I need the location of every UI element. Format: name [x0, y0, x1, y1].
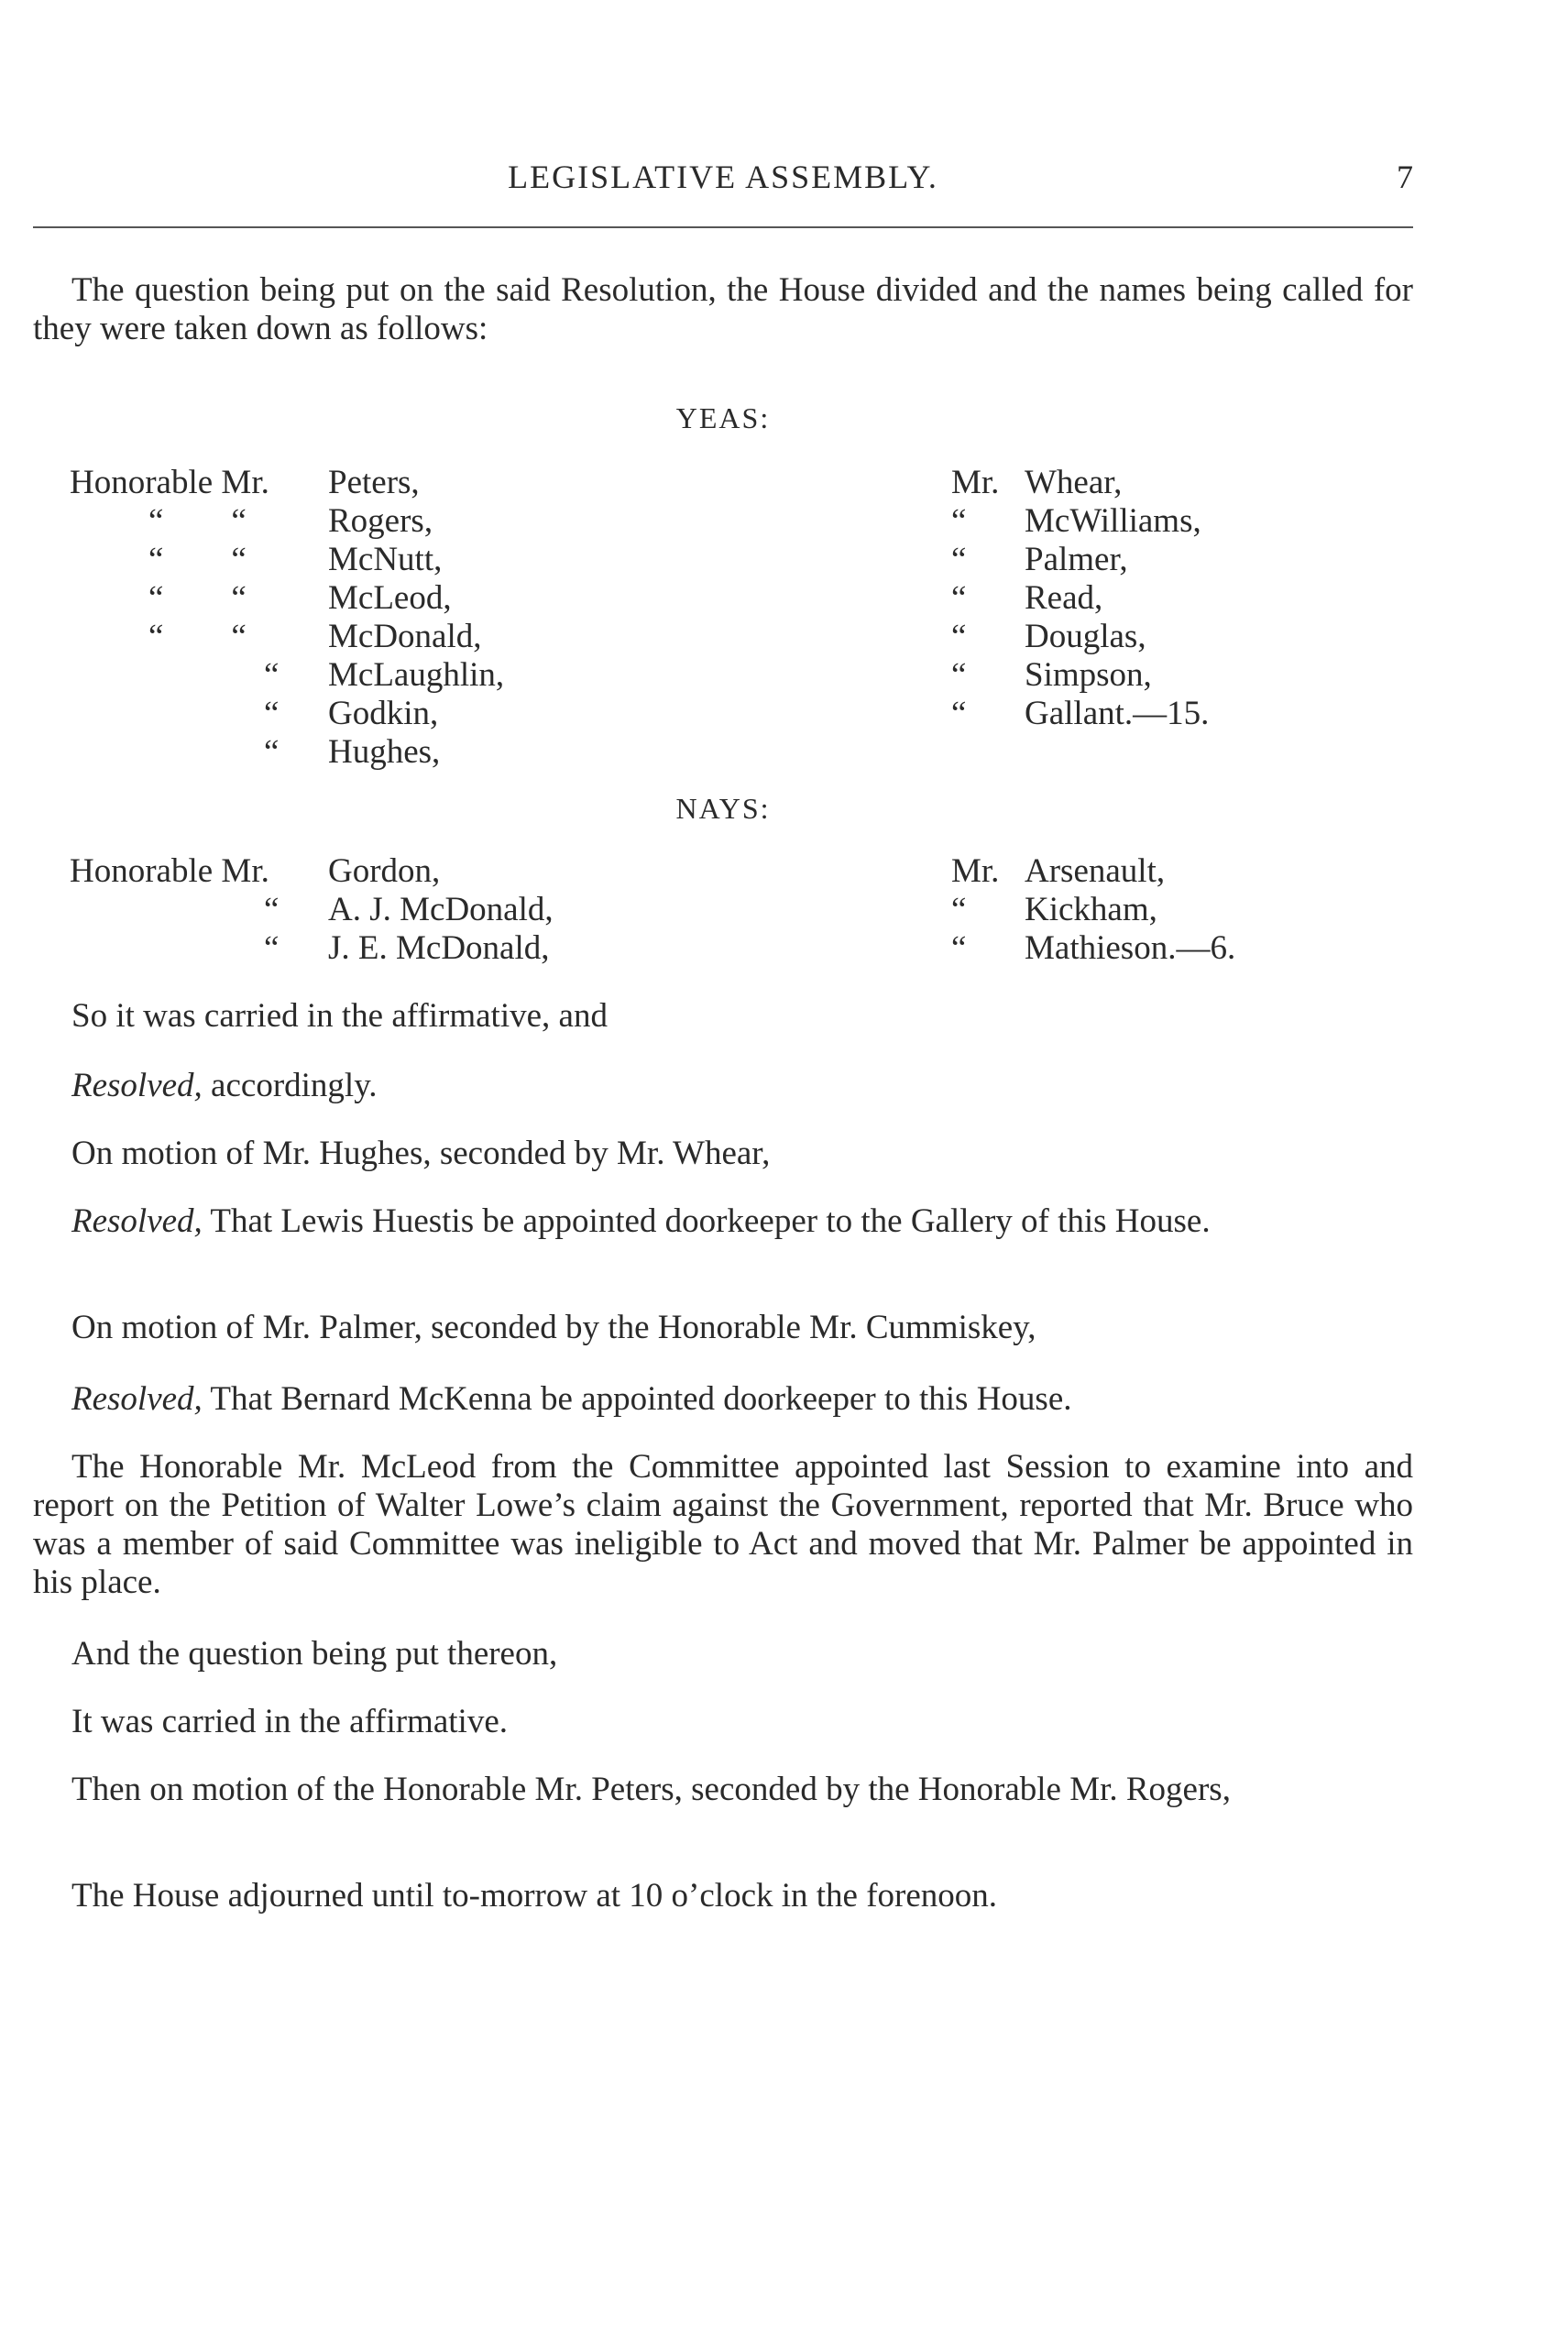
nays-heading: NAYS: — [675, 792, 771, 825]
member-name: J. E. McDonald, — [328, 929, 550, 967]
yeas-right-row — [951, 541, 1409, 579]
resolved-label: Resolved, — [71, 1380, 203, 1418]
yeas-left-row — [70, 733, 711, 772]
yeas-left-row — [70, 695, 711, 733]
member-prefix: “ — [951, 579, 967, 617]
resolved-text: That Bernard McKenna be appointed doorkeeper to this House. — [202, 1380, 1072, 1418]
member-prefix: “ — [264, 929, 280, 967]
resolved-label: Resolved, — [71, 1067, 203, 1104]
resolved-huestis — [33, 1202, 1413, 1241]
yeas-left-row — [70, 579, 711, 618]
member-name: Mathieson.—6. — [1025, 929, 1236, 967]
member-name: Hughes, — [328, 733, 441, 771]
member-prefix: Mr. — [951, 852, 1000, 890]
motion-hughes: On motion of Mr. Hughes, seconded by Mr. Whear, — [71, 1135, 771, 1172]
nays-left-row — [70, 891, 711, 929]
yeas-right-row — [951, 695, 1409, 733]
motion-peters-text: Then on motion of the Honorable Mr. Peters, seconded by the Honorable Mr. Rogers, — [71, 1771, 1231, 1808]
resolved-text: That Lewis Huestis be appointed doorkeeper to the Gallery of this House. — [202, 1202, 1211, 1240]
yeas-left-row — [70, 618, 711, 656]
yeas-right-row — [951, 579, 1409, 618]
member-name: A. J. McDonald, — [328, 891, 554, 928]
carried-paragraph: So it was carried in the affirmative, and — [71, 997, 608, 1035]
yeas-right-row — [951, 502, 1409, 541]
member-prefix: “ “ — [148, 579, 247, 617]
resolved-label: Resolved, — [71, 1202, 203, 1240]
resolved-accordingly — [71, 1067, 378, 1105]
yeas-left-row — [70, 656, 711, 695]
member-name: Godkin, — [328, 695, 439, 732]
yeas-right-column — [951, 464, 1409, 733]
member-name: McDonald, — [328, 618, 482, 655]
member-name: Rogers, — [328, 502, 433, 540]
member-prefix: “ — [264, 695, 280, 732]
yeas-left-row — [70, 541, 711, 579]
member-prefix: Honorable Mr. — [70, 464, 269, 501]
member-prefix: “ “ — [148, 618, 247, 655]
member-prefix: “ “ — [148, 541, 247, 578]
nays-right-row — [951, 852, 1409, 891]
member-prefix: “ — [951, 695, 967, 732]
member-name: Whear, — [1025, 464, 1123, 501]
member-prefix: “ — [951, 541, 967, 578]
member-prefix: “ — [951, 618, 967, 655]
intro-paragraph — [33, 271, 1413, 348]
member-name: McNutt, — [328, 541, 443, 578]
member-name: McLaughlin, — [328, 656, 505, 694]
committee-paragraph — [33, 1448, 1413, 1602]
member-prefix: “ — [264, 891, 280, 928]
yeas-left-column — [70, 464, 711, 772]
committee-text: The Honorable Mr. McLeod from the Committee appointed last Session to examine into and report on the Petition of Walter Lowe’s claim against the Government, reported that Mr. Bruce who was a member of said Committee was ineligible to Act and moved that Mr. Palmer be appointed in his place. — [33, 1448, 1413, 1601]
question-paragraph: And the question being put thereon, — [71, 1635, 558, 1673]
yeas-right-row — [951, 464, 1409, 502]
member-prefix: “ — [951, 891, 967, 928]
motion-palmer: On motion of Mr. Palmer, seconded by the Honorable Mr. Cummiskey, — [71, 1309, 1036, 1346]
member-prefix: “ — [951, 656, 967, 694]
nays-right-row — [951, 891, 1409, 929]
member-name: Arsenault, — [1025, 852, 1166, 890]
member-prefix: Honorable Mr. — [70, 852, 269, 890]
yeas-right-row — [951, 656, 1409, 695]
member-name: Douglas, — [1025, 618, 1146, 655]
resolved-text: accordingly. — [202, 1067, 378, 1104]
member-prefix: “ — [951, 929, 967, 967]
member-name: Gordon, — [328, 852, 441, 890]
member-prefix: “ “ — [148, 502, 247, 540]
member-name: Gallant.—15. — [1025, 695, 1210, 732]
member-name: McLeod, — [328, 579, 452, 617]
carried-affirmative: It was carried in the affirmative. — [71, 1703, 508, 1740]
member-name: McWilliams, — [1025, 502, 1201, 540]
page-header — [33, 158, 1413, 202]
member-prefix: Mr. — [951, 464, 1000, 501]
member-name: Simpson, — [1025, 656, 1152, 694]
motion-peters — [33, 1771, 1413, 1809]
resolved-mckenna — [71, 1380, 1072, 1419]
intro-text: The question being put on the said Resolution, the House divided and the names being called for they were taken down as follows: — [33, 271, 1413, 347]
member-name: Palmer, — [1025, 541, 1128, 578]
nays-left-row — [70, 929, 711, 968]
member-name: Peters, — [328, 464, 420, 501]
page-number: 7 — [1397, 159, 1413, 195]
member-prefix: “ — [264, 733, 280, 771]
nays-right-column — [951, 852, 1409, 968]
member-prefix: “ — [951, 502, 967, 540]
nays-right-row — [951, 929, 1409, 968]
yeas-heading: YEAS: — [675, 401, 771, 434]
nays-left-column — [70, 852, 711, 968]
header-rule — [33, 226, 1413, 228]
member-prefix: “ — [264, 656, 280, 694]
adjourned-paragraph: The House adjourned until to-morrow at 10 o’clock in the forenoon. — [71, 1877, 998, 1915]
member-name: Read, — [1025, 579, 1103, 617]
yeas-right-row — [951, 618, 1409, 656]
yeas-left-row — [70, 464, 711, 502]
member-name: Kickham, — [1025, 891, 1157, 928]
yeas-left-row — [70, 502, 711, 541]
nays-left-row — [70, 852, 711, 891]
running-head: LEGISLATIVE ASSEMBLY. — [508, 159, 938, 195]
